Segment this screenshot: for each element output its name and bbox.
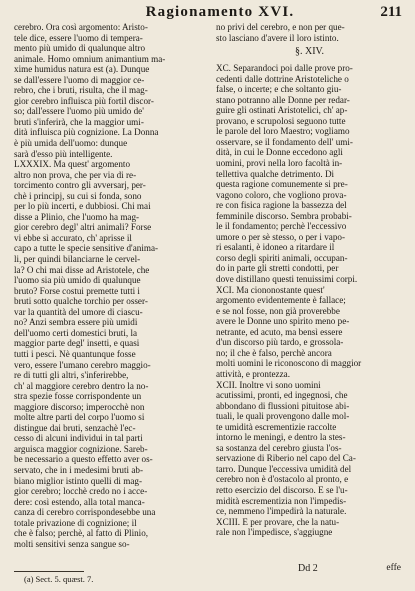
text-line: var la quantità del umore di ciascu- — [14, 306, 143, 317]
text-line: femminile discorso. Sembra probabi- — [216, 210, 352, 221]
text-line: tarro. Dunque l'eccessiva umidità del — [216, 463, 352, 474]
text-line: dità, in cui le Donne eccedono agli — [216, 147, 343, 158]
text-line: maggior parte degl' insetti, e quasi — [14, 338, 140, 349]
text-line: animale. Homo omnium animantium ma- — [14, 53, 166, 64]
text-line: cerebro non è d'ostacolo al pronto, e — [216, 474, 349, 485]
text-line: netrante, ed acuto, ma bensì essere — [216, 326, 343, 337]
text-line: stra spezie fosse corrispondente un — [14, 391, 142, 402]
text-line: bruto? Forse costui premette tutti i — [14, 285, 140, 296]
text-line: do in parte gli stretti condotti, per — [216, 263, 339, 274]
text-line: mento più umido di qualunque altro — [14, 43, 146, 54]
text-line: no privi del cerebro, e non per que- — [216, 22, 345, 32]
left-column — [14, 22, 200, 549]
text-line: molti uomini le riconoscono di maggior — [216, 358, 362, 369]
text-line: rale non l'impedisce, s'aggiugne — [216, 527, 333, 538]
text-line: disse a Plinio, che l'uomo ha mag- — [14, 211, 140, 222]
text-line: capo a tutte le specie sensitive d'anima- — [14, 243, 159, 254]
text-line: totale privazione di cognizione; il — [14, 517, 137, 528]
text-line: umore o per sè stesso, o per i vapo- — [216, 231, 345, 242]
text-line: gior cerebro; locchè credo no i acce- — [14, 486, 148, 497]
text-line: rebro, che i bruti, risulta, che il mag- — [14, 85, 148, 96]
text-line: intorno le meningi, e dentro la stes- — [216, 432, 346, 443]
text-line: molte altre parti del corpo l'uomo si — [14, 412, 145, 423]
text-line: avere le Donne uno spirito meno pe- — [216, 316, 350, 327]
text-line: so; dall'essere l'uomo più umido de' — [14, 106, 144, 117]
text-line: tutti i pesci. Nè quantunque fosse — [14, 348, 136, 359]
text-line: chè i principj, su cui si fonda, sono — [14, 190, 142, 201]
text-line: servato, che in i medesimi bruti ab- — [14, 464, 143, 475]
text-line: tele dice, essere l'uomo di tempera- — [14, 32, 143, 43]
text-line: false, o incerte; e che soltanto giu- — [216, 84, 342, 95]
section-heading: §. XIV. — [295, 46, 324, 58]
text-line: d'un discorso più tardo, e grossola- — [216, 337, 344, 348]
text-line: dell'uomo certi domestici bruti, la — [14, 327, 138, 338]
text-line: maggiore discorso; imperocchè non — [14, 401, 145, 412]
text-line: vero, essere l'umano cerebro maggio- — [14, 359, 151, 370]
text-line: re con fisica ragione la bassezza del — [216, 200, 347, 211]
text-line: xime humidus natura est (a). Dunque — [14, 64, 150, 75]
text-line: acutissimi, pronti, ed ingegnosi, che — [216, 390, 348, 401]
text-line: uomini, provi nella loro facoltà in- — [216, 158, 343, 169]
text-line: dere: così estendo, alla total manca- — [14, 496, 145, 507]
text-line: canza di cerebro corrispondesebbe una — [14, 507, 156, 518]
text-line: no; il che è falso, perchè ancora — [216, 347, 332, 358]
text-line: che è falso; perchè, al fatto di Plinio, — [14, 528, 149, 539]
text-line: corso degli spiriti animali, occupan- — [216, 252, 348, 263]
text-line: attività, e prontezza. — [216, 368, 290, 379]
text-line: sa sostanza del cerebro giusta l'os- — [216, 442, 342, 453]
text-line: gior cerebro degl' altri animali? Forse — [14, 222, 152, 233]
text-line: l'uomo sia più umido di qualunque — [14, 275, 141, 286]
text-line: stano potranno alle Donne per redar- — [216, 94, 350, 105]
running-head: Ragionamento XVI. — [145, 4, 295, 20]
page-number: 211 — [380, 4, 402, 20]
text-line: arguisca maggior cognizione. Sareb- — [14, 443, 148, 454]
text-line: abbondano di flussioni pituitose abi- — [216, 400, 350, 411]
text-line: sto lasciano d'avere il loro istinto. — [216, 32, 339, 43]
text-line: no? Anzi sembra essere più umidi — [14, 317, 138, 328]
text-line: bruti sotto qualche torchio per osser- — [14, 296, 148, 307]
text-line: è più umida dell'uomo: dunque — [14, 138, 128, 149]
text-line: dità influisca più cognizione. La Donna — [14, 127, 159, 138]
text-line: be necessario a questo effetto aver os- — [14, 454, 153, 465]
footnote-rule — [14, 571, 84, 572]
text-line: cesso di alcuni individui in tal parti — [14, 433, 143, 444]
text-line: cerebro. Ora così argomento: Aristo- — [14, 22, 148, 32]
text-line: cedenti dalle dottrine Aristoteliche o — [216, 73, 349, 84]
text-line: dove distillano questi tenuissimi corpi. — [216, 274, 358, 285]
text-line: la? O chi mai disse ad Aristotele, che — [14, 264, 150, 275]
text-line: argomento evidentemente è fallace; — [216, 295, 346, 306]
text-line: XC. Separandoci poi dalle prove pro- — [216, 63, 353, 74]
text-line: tuali, le quali provengono dalle mol- — [216, 411, 350, 422]
right-column-body — [216, 63, 403, 538]
text-line: osservare, se il fondamento dell' umi- — [216, 136, 353, 147]
text-line: re di tutti gli altri, s'inferirebbe, — [14, 370, 129, 381]
text-line: bruti s'inferirà, che la maggior umi- — [14, 116, 144, 127]
text-line: retto esercizio del discorso. E se l'u- — [216, 484, 348, 495]
text-line: le il fondamento; perchè l'eccessivo — [216, 221, 347, 232]
text-line: ch' al maggiore cerebro dentro la no- — [14, 380, 149, 391]
text-line: te umidità escrementizie raccolte — [216, 421, 337, 432]
text-line: e se nol fosse, non già proverebbe — [216, 305, 340, 316]
text-line: tellettiva qualche detrimento. Di — [216, 168, 335, 179]
text-line: distingue dai bruti, senzachè l'ec- — [14, 422, 136, 433]
text-line: midità escrementizia non l'impedis- — [216, 495, 347, 506]
text-line: questa ragione comunemente si pre- — [216, 179, 348, 190]
text-line: torcimento contro gli avversarj, per- — [14, 180, 146, 191]
text-line: ce, nemmeno l'impedirà la naturale. — [216, 506, 347, 517]
text-line: se dall'essere l'uomo di maggior ce- — [14, 74, 145, 85]
text-line: biano miglior istinto quelli di mag- — [14, 475, 142, 486]
text-line: li, per quindi bilanciarne le cervel- — [14, 254, 141, 265]
text-line: ri esalanti, è idoneo a ritardare il — [216, 242, 335, 253]
text-line: sarà d'esso più intelligente. — [14, 148, 113, 159]
text-line: provano, e scrupolosi seguono tutte — [216, 115, 346, 126]
text-line: LXXXIX. Ma quest' argomento — [14, 159, 131, 170]
text-line: XCIII. E per provare, che la natu- — [216, 516, 340, 527]
right-column — [216, 22, 403, 538]
text-line: servazione di Riberio nel capo del Ca- — [216, 453, 356, 464]
text-line: XCI. Ma ciononostante quest' — [216, 284, 325, 295]
text-line: le parole del loro Maestro; vogliamo — [216, 126, 350, 137]
text-line: molti sensitivi senza sangue so- — [14, 538, 130, 549]
text-line: gior cerebro influisca più fortil discor- — [14, 95, 154, 106]
footnote: (a) Sect. 5. quæst. 7. — [24, 574, 94, 584]
text-line: XCII. Inoltre vi sono uomini — [216, 379, 321, 390]
text-line: vi ebbe sì accurato, ch' aprisse il — [14, 232, 132, 243]
text-line: vagono coloro, che vogliono prova- — [216, 189, 347, 200]
text-line: guire gli ostinati Aristotelici, ch' ap- — [216, 105, 348, 116]
right-column-top — [216, 22, 403, 43]
text-line: altro non prova, che per via di re- — [14, 169, 137, 180]
text-line: per lo più incerti, e dubbiosi. Chi mai — [14, 201, 151, 212]
catchword: effe — [386, 563, 401, 573]
signature-mark: Dd 2 — [298, 563, 318, 574]
